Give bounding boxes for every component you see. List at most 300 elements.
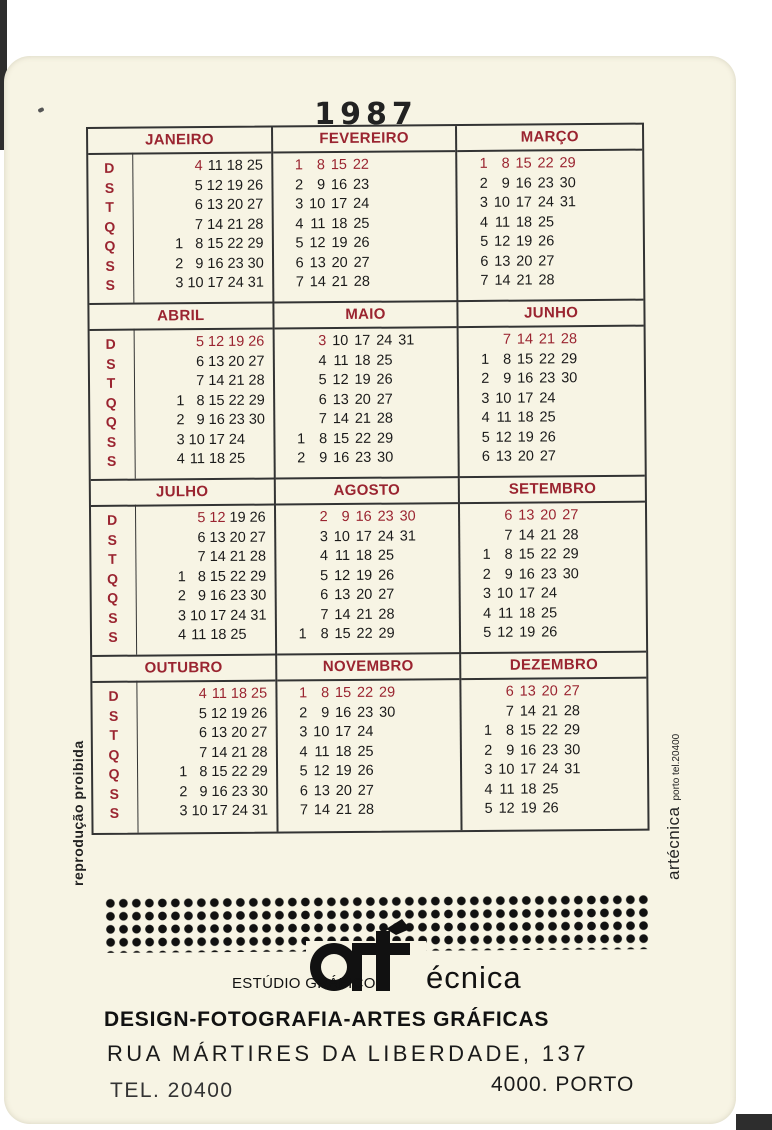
day-number: 3	[479, 194, 488, 211]
day-number: 11	[334, 547, 351, 565]
day-number: 30	[247, 255, 264, 272]
day-number	[284, 586, 306, 606]
day-number: 4	[319, 548, 329, 565]
month-marco	[457, 125, 643, 302]
day-number: 11	[498, 605, 514, 622]
day-number: 20	[541, 683, 558, 700]
day-number: 8	[503, 351, 512, 368]
day-number: 11	[499, 781, 515, 798]
day-number: 5	[480, 233, 489, 250]
day-number: 10	[191, 803, 208, 820]
day-number	[283, 410, 305, 430]
weekday-letter: D	[104, 159, 115, 176]
week-row	[284, 585, 451, 606]
day-number: 26	[377, 567, 395, 584]
week-row	[142, 157, 263, 177]
day-number: 22	[540, 546, 557, 563]
day-number: 9	[504, 566, 513, 583]
day-number: 18	[210, 626, 227, 644]
day-number: 13	[332, 391, 349, 408]
scan-edge-bottom	[736, 1114, 772, 1130]
month-name: NOVEMBRO	[277, 654, 460, 681]
week-row	[284, 566, 451, 587]
day-number	[245, 430, 265, 450]
month-name: MARÇO	[457, 125, 642, 152]
day-number	[147, 763, 167, 783]
day-number: 12	[313, 763, 330, 780]
day-number	[554, 271, 576, 291]
day-number: 16	[211, 783, 228, 800]
day-number: 3	[481, 390, 490, 407]
day-number	[142, 177, 162, 197]
weekday-letter: Q	[105, 394, 117, 411]
day-number: 25	[539, 409, 556, 426]
day-number: 6	[196, 353, 205, 370]
day-number: 28	[247, 216, 264, 233]
day-number: 2	[179, 783, 188, 800]
day-number: 24	[228, 431, 246, 448]
day-number: 23	[377, 508, 394, 525]
day-number: 16	[330, 176, 348, 193]
week-row	[284, 507, 451, 528]
week-row	[466, 154, 635, 175]
day-number: 20	[516, 252, 533, 270]
day-number	[468, 526, 490, 546]
week-row	[143, 215, 264, 235]
day-number: 22	[356, 625, 373, 642]
day-number: 2	[482, 566, 491, 583]
week-row	[146, 626, 267, 646]
day-number: 2	[299, 704, 308, 721]
day-number: 1	[298, 685, 308, 702]
day-number: 26	[248, 333, 265, 350]
day-number: 30	[377, 449, 394, 466]
day-number: 3	[179, 803, 188, 820]
week-row	[283, 429, 450, 450]
day-number: 11	[494, 214, 511, 231]
day-number: 25	[353, 215, 370, 232]
day-number: 24	[377, 528, 394, 545]
day-number: 1	[481, 351, 490, 368]
day-number: 14	[518, 526, 535, 544]
day-number	[142, 157, 162, 177]
day-number	[394, 585, 416, 605]
day-number: 2	[484, 742, 493, 759]
day-number: 9	[195, 255, 204, 272]
day-number: 7	[502, 331, 512, 348]
day-number: 1	[298, 626, 307, 643]
day-number: 8	[197, 568, 206, 585]
weekday-column	[91, 505, 137, 655]
day-number: 11	[211, 685, 227, 703]
day-number: 25	[537, 213, 555, 230]
day-number: 7	[199, 744, 208, 761]
day-number	[284, 508, 306, 528]
day-number	[284, 528, 306, 548]
week-row	[146, 587, 267, 607]
weekday-column	[90, 329, 136, 479]
day-number: 7	[318, 411, 328, 428]
day-number: 10	[187, 275, 204, 292]
day-number: 8	[501, 155, 510, 172]
day-number	[282, 352, 304, 372]
month-novembro	[277, 654, 463, 831]
week-row	[470, 779, 639, 800]
day-number	[468, 507, 490, 527]
day-number: 31	[247, 274, 264, 291]
day-number: 20	[335, 782, 352, 799]
day-number: 28	[563, 702, 580, 719]
week-row	[283, 390, 450, 411]
day-number	[373, 742, 395, 762]
day-number: 24	[376, 332, 393, 349]
day-number: 29	[559, 155, 576, 172]
day-number: 10	[309, 196, 326, 213]
week-row	[147, 704, 268, 724]
day-number: 22	[228, 392, 245, 409]
day-number	[284, 606, 306, 626]
week-row	[468, 506, 637, 527]
day-number: 26	[353, 234, 370, 251]
day-number: 29	[560, 350, 578, 367]
day-number: 2	[297, 450, 306, 467]
week-row	[147, 763, 268, 783]
day-number	[146, 607, 166, 627]
week-row	[469, 623, 638, 644]
week-row	[146, 685, 267, 705]
day-number: 23	[540, 565, 557, 582]
day-number	[162, 157, 182, 177]
day-number: 21	[227, 216, 244, 233]
day-number: 27	[376, 391, 393, 408]
day-number: 15	[332, 430, 350, 447]
day-number: 4	[479, 214, 489, 231]
day-number: 9	[319, 450, 328, 467]
day-number	[393, 370, 415, 390]
day-number	[146, 587, 166, 607]
day-number: 15	[519, 722, 537, 739]
day-number: 6	[504, 507, 513, 524]
day-number	[144, 333, 164, 353]
month-name: FEVEREIRO	[273, 126, 456, 153]
day-number	[145, 450, 165, 470]
day-number: 16	[517, 370, 534, 387]
day-number	[167, 744, 187, 764]
day-number: 1	[483, 722, 493, 739]
day-number	[164, 353, 184, 373]
day-number: 19	[520, 800, 537, 817]
day-number: 5	[198, 705, 208, 722]
day-number: 12	[497, 624, 514, 641]
day-number	[284, 547, 306, 567]
day-number: 27	[563, 683, 580, 700]
day-number: 18	[354, 352, 371, 369]
day-number: 14	[209, 548, 226, 566]
month-name: JULHO	[91, 480, 274, 507]
day-number: 12	[210, 705, 228, 722]
day-number: 5	[195, 334, 205, 351]
week-row	[470, 721, 639, 742]
day-number	[373, 723, 395, 743]
weekday-letter: S	[106, 433, 117, 450]
day-number: 19	[516, 233, 533, 250]
day-number	[164, 333, 184, 353]
week-row	[147, 743, 268, 763]
day-number	[246, 626, 266, 646]
day-number: 9	[501, 175, 510, 192]
day-number: 8	[505, 722, 515, 739]
day-grid	[273, 155, 457, 293]
day-number	[470, 702, 492, 722]
day-number: 16	[355, 508, 372, 525]
day-number: 17	[517, 389, 534, 407]
week-row	[145, 509, 266, 529]
day-number	[144, 392, 164, 412]
month-abril	[89, 304, 275, 481]
day-number: 30	[559, 174, 576, 191]
week-row	[471, 799, 640, 820]
day-number: 14	[207, 216, 224, 233]
day-number: 16	[207, 255, 224, 272]
day-number: 4	[198, 686, 207, 703]
day-number: 4	[295, 215, 304, 232]
day-number: 22	[541, 722, 559, 739]
week-row	[282, 351, 449, 372]
day-number: 13	[334, 586, 351, 604]
week-row	[281, 194, 448, 215]
day-number: 1	[176, 392, 185, 409]
day-number: 14	[519, 702, 536, 720]
day-number: 3	[484, 761, 493, 778]
day-number: 10	[498, 761, 515, 778]
tagline: DESIGN-FOTOGRAFIA-ARTES GRÁFICAS	[104, 1008, 550, 1031]
day-number: 29	[251, 763, 268, 780]
weekday-letter: Q	[107, 570, 119, 587]
day-number: 17	[211, 802, 228, 820]
day-number: 9	[506, 742, 515, 759]
week-row	[285, 683, 452, 704]
month-outubro	[92, 656, 278, 833]
weekday-letter: Q	[108, 746, 120, 763]
day-number	[245, 450, 265, 470]
day-number: 28	[248, 372, 265, 389]
weekday-letter: S	[107, 531, 117, 548]
day-number: 31	[399, 527, 416, 545]
day-number: 16	[520, 741, 537, 759]
day-number: 6	[480, 253, 489, 270]
day-number: 26	[246, 177, 264, 194]
day-number: 23	[230, 587, 247, 604]
month-junho	[459, 301, 645, 478]
day-number: 21	[331, 273, 348, 291]
day-number	[144, 353, 164, 373]
week-row	[142, 176, 263, 196]
day-number: 20	[226, 196, 244, 213]
day-number: 28	[378, 606, 395, 623]
day-number	[394, 605, 416, 625]
day-number: 22	[231, 763, 248, 780]
day-number: 3	[318, 333, 327, 350]
day-number: 15	[334, 625, 351, 643]
day-number: 31	[251, 802, 269, 819]
day-number: 4	[194, 158, 203, 175]
day-number: 20	[229, 529, 246, 546]
day-number: 14	[313, 802, 331, 819]
day-number: 8	[320, 626, 329, 643]
day-number: 24	[357, 723, 374, 740]
week-row	[144, 391, 265, 411]
day-number: 13	[313, 782, 330, 799]
day-number: 15	[518, 546, 535, 563]
day-number: 13	[206, 196, 224, 214]
day-number: 27	[357, 782, 374, 799]
week-row	[145, 450, 266, 470]
day-number: 10	[313, 724, 330, 741]
day-number: 4	[318, 352, 327, 369]
day-number: 3	[177, 607, 187, 624]
day-number	[554, 252, 576, 272]
day-number: 28	[538, 272, 555, 289]
day-number: 17	[210, 607, 227, 624]
day-number: 3	[299, 724, 308, 741]
month-name: MAIO	[274, 302, 457, 329]
weekday-letter: Q	[105, 413, 117, 430]
day-number: 19	[335, 762, 352, 780]
day-number	[145, 568, 165, 588]
week-row	[466, 173, 635, 194]
weekday-letter: S	[109, 785, 119, 802]
day-number	[554, 213, 576, 233]
day-number: 27	[562, 507, 579, 524]
day-number: 13	[519, 683, 536, 700]
day-number	[143, 274, 163, 294]
weekday-letter: S	[105, 276, 115, 293]
month-name: JANEIRO	[88, 128, 271, 155]
day-number: 11	[207, 157, 223, 175]
day-number: 17	[208, 431, 225, 448]
weekday-letter: S	[106, 355, 116, 372]
day-number: 22	[352, 156, 370, 173]
day-number: 31	[398, 332, 415, 349]
day-number: 8	[504, 546, 513, 563]
week-row	[286, 800, 453, 821]
day-number: 25	[357, 743, 374, 760]
day-number: 26	[538, 233, 555, 250]
day-number	[559, 799, 581, 819]
day-number	[557, 623, 579, 643]
day-number: 5	[194, 177, 203, 194]
day-number: 11	[189, 451, 206, 468]
day-number: 6	[320, 587, 329, 604]
day-number: 14	[309, 274, 326, 291]
day-number: 10	[496, 585, 514, 602]
month-name: ABRIL	[89, 304, 272, 331]
week-row	[469, 584, 638, 605]
day-number	[557, 604, 579, 624]
day-number: 13	[208, 353, 225, 370]
week-row	[144, 352, 265, 372]
day-number: 2	[175, 255, 184, 272]
week-row	[285, 624, 452, 645]
day-number: 15	[209, 568, 227, 585]
day-number: 3	[319, 528, 328, 545]
day-number: 7	[504, 527, 513, 544]
day-number: 23	[537, 174, 554, 191]
weekday-column	[92, 681, 138, 833]
day-number: 15	[208, 392, 225, 409]
day-number	[165, 509, 185, 529]
day-number	[144, 372, 164, 392]
day-number: 5	[197, 510, 206, 527]
day-grid	[138, 685, 276, 823]
day-number: 18	[226, 157, 243, 174]
day-number	[145, 548, 165, 568]
day-number: 5	[320, 567, 329, 584]
day-number: 23	[542, 741, 559, 758]
day-number	[146, 685, 166, 705]
day-number: 27	[538, 252, 555, 269]
day-number	[147, 705, 167, 725]
day-number: 27	[248, 353, 265, 370]
day-number: 27	[353, 254, 370, 271]
day-number: 13	[210, 724, 228, 742]
day-number: 29	[378, 625, 395, 642]
day-number: 11	[191, 627, 207, 644]
day-grid	[134, 157, 272, 295]
week-row	[466, 251, 635, 272]
day-number: 3	[295, 196, 304, 213]
day-number: 24	[539, 389, 556, 406]
week-row	[143, 235, 264, 255]
week-row	[147, 802, 268, 822]
week-row	[146, 606, 267, 626]
day-number: 6	[481, 448, 490, 465]
day-number: 15	[334, 684, 352, 702]
week-row	[147, 782, 268, 802]
day-number: 30	[564, 741, 581, 758]
day-number: 21	[516, 272, 533, 289]
day-number: 18	[331, 215, 348, 232]
week-row	[469, 603, 638, 624]
day-number: 6	[194, 197, 204, 214]
day-number	[163, 196, 183, 216]
day-number: 25	[377, 547, 395, 564]
week-row	[470, 682, 639, 703]
week-row	[281, 214, 448, 235]
day-number: 24	[353, 195, 370, 212]
day-number: 21	[538, 331, 556, 348]
day-number: 10	[332, 332, 349, 350]
week-row	[282, 233, 449, 254]
day-number: 4	[299, 743, 308, 760]
day-number: 9	[316, 176, 326, 193]
day-number: 19	[519, 624, 536, 641]
day-number: 4	[178, 627, 187, 644]
week-row	[284, 546, 451, 567]
day-number: 12	[494, 233, 511, 250]
day-number	[167, 705, 187, 725]
day-number: 27	[249, 529, 266, 546]
day-number: 2	[294, 176, 304, 193]
week-row	[147, 724, 268, 744]
week-row	[284, 527, 451, 548]
day-number	[556, 408, 578, 428]
day-number: 31	[564, 761, 581, 778]
day-number: 18	[515, 213, 533, 231]
day-number	[283, 391, 305, 411]
day-number: 25	[230, 626, 247, 643]
day-number: 11	[496, 409, 512, 426]
